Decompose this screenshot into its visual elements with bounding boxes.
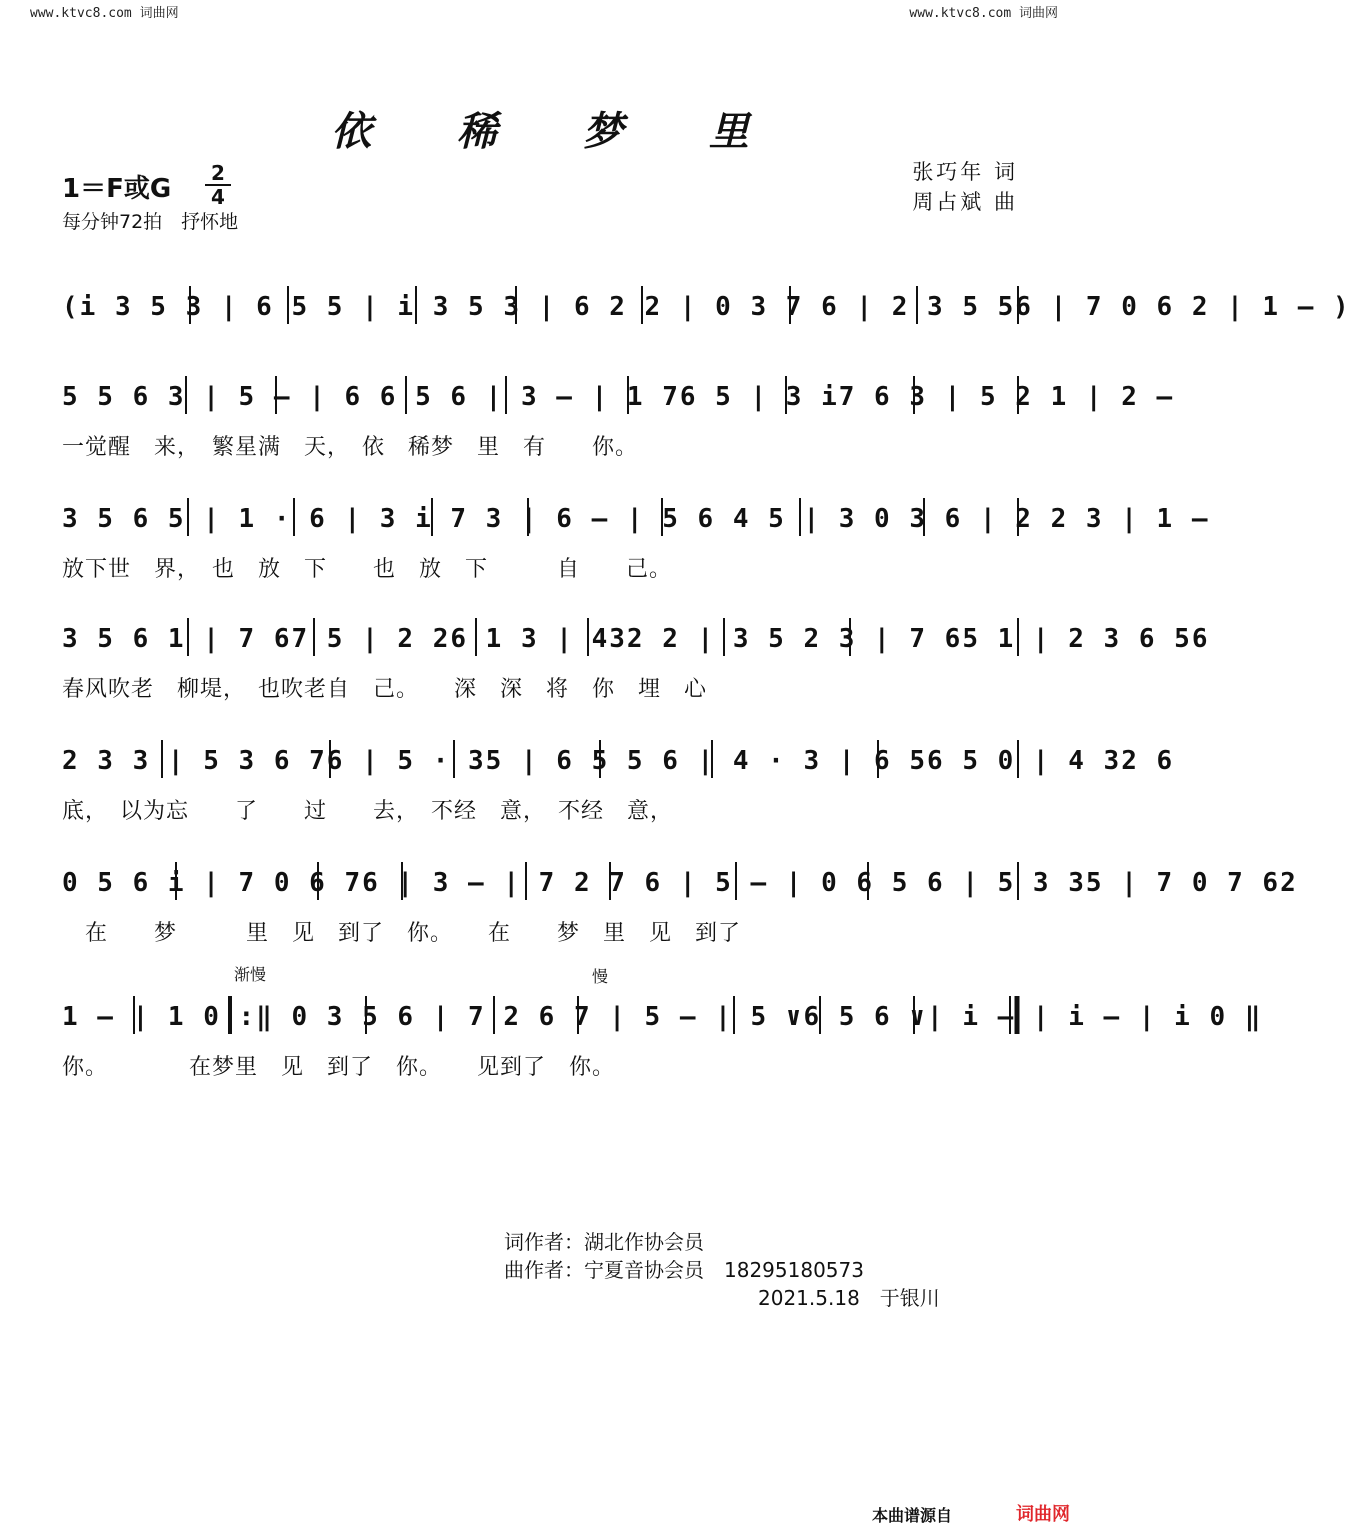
notation: 1 – | 1 0 :‖ 0 3 5 6 | 7 2 6 7 | 5 – | 5 ∨6 5 6 ∨| i – | i – | i 0 ‖ (62, 1002, 1263, 1032)
score-line (62, 734, 1175, 830)
lyrics: 放下世 界， 也 放 下 也 放 下 自 己。 (62, 557, 673, 582)
time-signature (205, 163, 231, 207)
lyrics: 春风吹老 柳堤， 也吹老自 己。 深 深 将 你 埋 心 (62, 677, 708, 702)
slow-mark: 慢 (592, 967, 609, 986)
notation: 5 5 6 3 | 5 – | 6 6 5 6 | 3 – | 1 76 5 | 3 i7 6 3 | 5 2 1 | 2 – (62, 382, 1175, 412)
score-line (62, 612, 1210, 708)
source-label: 本曲谱源自 (872, 1506, 953, 1525)
notation: 0 5 6 i | 7 0 6 76 | 3 – | 7 2 7 6 | 5 – | 0 6 5 6 | 5 3 35 | 7 0 7 62 (62, 868, 1298, 898)
lyrics: 在 梦 里 见 到了 你。 在 梦 里 见 到了 (62, 921, 742, 946)
notation: 3 5 6 1 | 7 67 5 | 2 26 1 3 | 432 2 | 3 5 2 3 | 7 65 1 | 2 3 6 56 (62, 624, 1210, 654)
composer-credit: 周占斌 曲 (912, 190, 1018, 214)
site-logo[interactable]: 词曲网 (1016, 1504, 1070, 1525)
key-signature: 1＝F或G (62, 174, 172, 204)
notation: (i 3 5 3 | 6 5 5 | i 3 5 3 | 6 2 2 | 0 3 7 6 | 2 3 5 56 | 7 0 6 2 | 1 – ) (62, 292, 1351, 322)
lyrics: 一觉醒 来， 繁星满 天， 依 稀梦 里 有 你。 (62, 435, 639, 460)
time-signature-bottom: 4 (211, 185, 225, 209)
date-place: 2021.5.18 于银川 (758, 1286, 940, 1310)
notation: 3 5 6 5 | 1 · 6 | 3 i 7 3 | 6 – | 5 6 4 5 | 3 0 3 6 | 2 2 3 | 1 – (62, 504, 1210, 534)
watermark-right: www.ktvc8.com 词曲网 (909, 6, 1058, 21)
lyrics: 底， 以为忘 了 过 去， 不经 意， 不经 意， (62, 799, 674, 824)
composer-note: 曲作者：宁夏音协会员 18295180573 (504, 1258, 864, 1282)
score-line (62, 492, 1210, 588)
lyrics: 你。 在梦里 见 到了 你。 见到了 你。 (62, 1055, 616, 1080)
watermark-left: www.ktvc8.com 词曲网 (30, 6, 179, 21)
time-signature-top: 2 (211, 161, 225, 185)
score-line (62, 280, 1351, 376)
score-line (62, 990, 1263, 1086)
score-line (62, 856, 1298, 952)
notation: 2 3 3 | 5 3 6 76 | 5 · 35 | 6 5 5 6 | 4 · 3 | 6 56 5 0 | 4 32 6 (62, 746, 1175, 776)
lyricist-note: 词作者：湖北作协会员 (504, 1230, 704, 1254)
lyricist-credit: 张巧年 词 (912, 160, 1018, 184)
score-line (62, 370, 1175, 466)
page-title: 依 稀 梦 里 (331, 108, 785, 155)
ritardando-mark: 渐慢 (234, 965, 267, 984)
tempo-marking: 每分钟72拍 抒怀地 (62, 211, 239, 233)
